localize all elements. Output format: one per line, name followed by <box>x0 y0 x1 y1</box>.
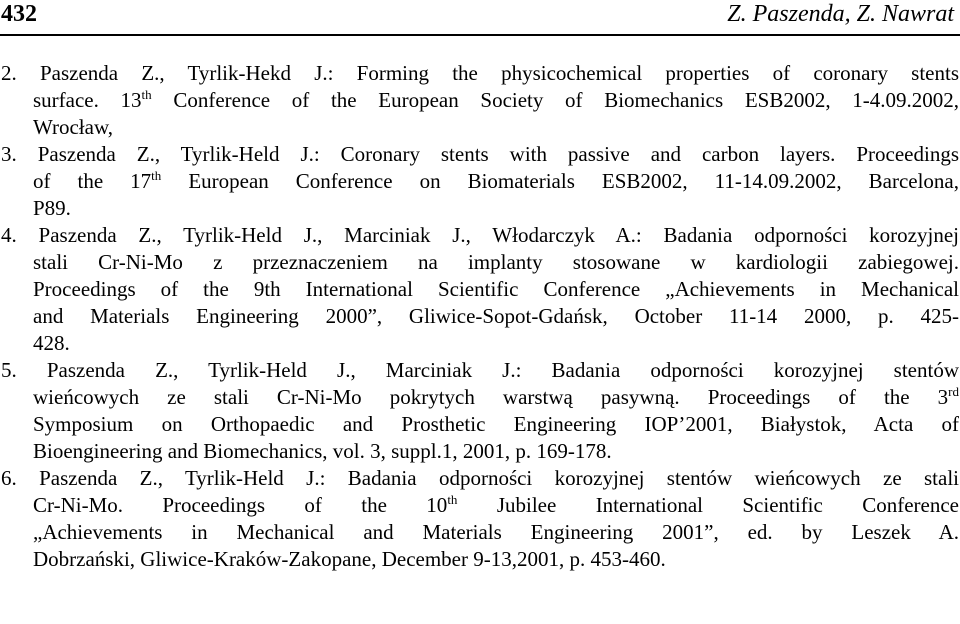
reference-text: Paszenda Z., Tyrlik-Held J.: Coronary stents with passive and carbon layers. Proceedings <box>37 142 959 166</box>
reference-text: Jubilee International Scientific Conference <box>496 493 959 517</box>
ordinal-superscript: rd <box>948 384 959 399</box>
reference-line <box>1 222 959 248</box>
reference-line <box>33 276 959 302</box>
reference-line <box>33 249 959 275</box>
reference-text: of the 17 <box>33 169 152 193</box>
reference-text: Symposium on Orthopaedic and Prosthetic Engineering IOP’2001, Białystok, Acta of <box>33 412 959 436</box>
reference-line <box>33 411 959 437</box>
ordinal-superscript: th <box>151 168 162 183</box>
header-rule <box>0 34 960 36</box>
reference-text: 428. <box>33 331 70 355</box>
reference-number: 3. <box>1 142 17 166</box>
reference-text: Bioengineering and Biomechanics, vol. 3, suppl.1, 2001, p. 169-178. <box>33 439 612 463</box>
reference-line <box>1 465 959 491</box>
reference-text: „Achievements in Mechanical and Materials Engineering 2001”, ed. by Leszek A. <box>33 520 959 544</box>
reference-number: 4. <box>1 223 17 247</box>
reference-text: Paszenda Z., Tyrlik-Hekd J.: Forming the physicochemical properties of coronary stents <box>39 61 959 85</box>
reference-line <box>33 519 959 545</box>
reference-text: Paszenda Z., Tyrlik-Held J.: Badania odporności korozyjnej stentów wieńcowych ze stali <box>39 466 960 490</box>
ordinal-superscript: th <box>447 492 458 507</box>
reference-text: Cr-Ni-Mo. Proceedings of the 10 <box>33 493 448 517</box>
running-head-authors: Z. Paszenda, Z. Nawrat <box>727 1 954 27</box>
reference-line <box>33 330 70 356</box>
reference-number: 6. <box>1 466 17 490</box>
reference-line <box>1 60 959 86</box>
reference-line <box>33 546 666 572</box>
reference-line <box>33 168 959 194</box>
reference-text: P89. <box>33 196 71 220</box>
reference-text: stali Cr-Ni-Mo z przeznaczeniem na implanty stosowane w kardiologii zabiegowej. <box>33 250 959 274</box>
reference-number: 5. <box>1 358 17 382</box>
reference-text: European Conference on Biomaterials ESB2002, 11-14.09.2002, Barcelona, <box>188 169 959 193</box>
reference-line <box>1 357 959 383</box>
ordinal-superscript: th <box>141 87 152 102</box>
reference-line <box>33 195 71 221</box>
reference-text: Conference of the European Society of Biomechanics ESB2002, 1-4.09.2002, <box>173 88 960 112</box>
reference-text: Paszenda Z., Tyrlik-Held J., Marciniak J.: Badania odporności korozyjnej stentów <box>46 358 960 382</box>
reference-text: Wrocław, <box>33 115 114 139</box>
reference-line <box>33 438 612 464</box>
reference-line <box>1 141 959 167</box>
reference-text: Proceedings of the 9th International Scientific Conference „Achievements in Mechanical <box>33 277 959 301</box>
reference-line <box>33 384 959 410</box>
reference-line <box>33 303 959 329</box>
reference-line <box>33 492 959 518</box>
reference-text: surface. 13 <box>33 88 142 112</box>
reference-line <box>33 114 113 140</box>
reference-number: 2. <box>1 61 17 85</box>
reference-text: and Materials Engineering 2000”, Gliwice-Sopot-Gdańsk, October 11-14 2000, p. 425- <box>33 304 959 328</box>
reference-text: wieńcowych ze stali Cr-Ni-Mo pokrytych warstwą pasywną. Proceedings of the 3 <box>33 385 949 409</box>
reference-text: Dobrzański, Gliwice-Kraków-Zakopane, December 9-13,2001, p. 453-460. <box>33 547 666 571</box>
reference-text: Paszenda Z., Tyrlik-Held J., Marciniak J., Włodarczyk A.: Badania odporności korozyjnej <box>38 223 959 247</box>
reference-line <box>33 87 959 113</box>
page-number: 432 <box>1 1 37 27</box>
page-header <box>0 0 960 32</box>
